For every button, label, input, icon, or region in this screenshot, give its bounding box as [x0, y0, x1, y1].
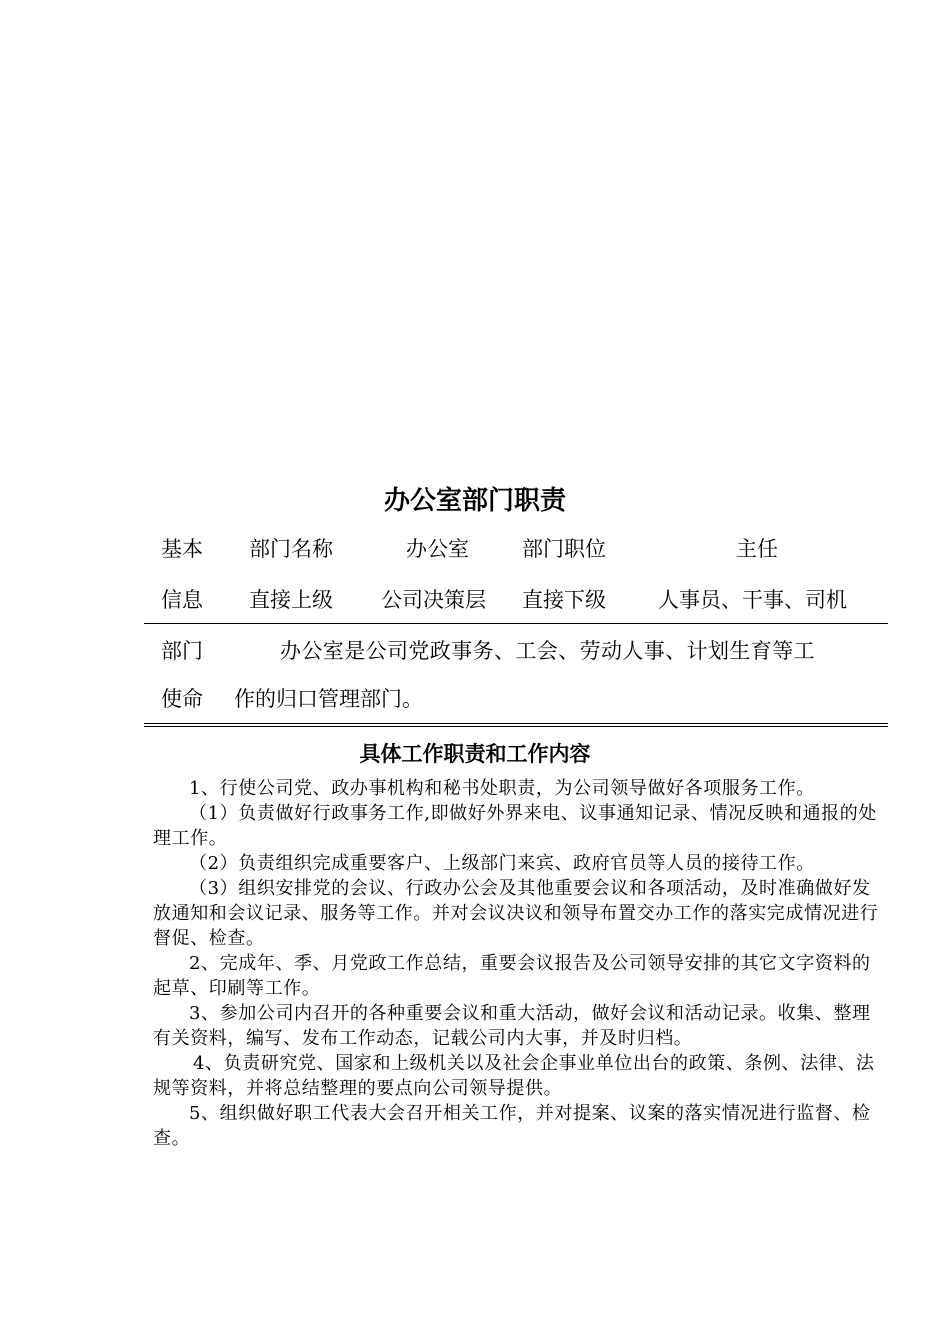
- dept-position-key: 部门职位: [522, 537, 606, 561]
- superior-value: 公司决策层: [381, 588, 486, 612]
- dept-position-value: 主任: [736, 537, 778, 561]
- duty-paragraph: 2、完成年、季、月党政工作总结，重要会议报告及公司领导安排的其它文字资料的起草、印刷等工作。: [153, 953, 871, 999]
- mission-text-line2: 作的归口管理部门。: [234, 687, 423, 711]
- duties-content: [153, 776, 881, 1151]
- duty-paragraph: （1）负责做好行政事务工作,即做好外界来电、议事通知记录、情况反映和通报的处理工作。: [153, 803, 877, 849]
- duty-paragraph: 3、参加公司内召开的各种重要会议和重大活动，做好会议和活动记录。收集、整理有关资料，编写、发布工作动态，记载公司内大事，并及时归档。: [153, 1003, 871, 1049]
- document-title: 办公室部门职责: [383, 486, 566, 516]
- duty-paragraph: （3）组织安排党的会议、行政办公会及其他重要会议和各项活动，及时准确做好发放通知和会议记录、服务等工作。并对会议决议和领导布置交办工作的落实完成情况进行督促、检查。: [153, 878, 879, 949]
- duty-paragraph: 1、行使公司党、政办事机构和秘书处职责，为公司领导做好各项服务工作。: [189, 778, 815, 799]
- row2-label: 信息: [161, 588, 203, 612]
- section-title: 具体工作职责和工作内容: [359, 742, 591, 766]
- row1-label: 基本: [161, 537, 203, 561]
- duty-paragraph: （2）负责组织完成重要客户、上级部门来宾、政府官员等人员的接待工作。: [189, 853, 815, 874]
- duty-paragraph: 4、负责研究党、国家和上级机关以及社会企事业单位出台的政策、条例、法律、法规等资料，并将总结整理的要点向公司领导提供。: [153, 1053, 875, 1099]
- duty-paragraph: 5、组织做好职工代表大会召开相关工作，并对提案、议案的落实情况进行监督、检查。: [153, 1103, 871, 1149]
- mission-label-line2: 使命: [161, 687, 203, 711]
- superior-key: 直接上级: [249, 588, 333, 612]
- table-bottom-rule: [144, 723, 888, 727]
- table-divider: [144, 623, 888, 624]
- mission-text-line1: 办公室是公司党政事务、工会、劳动人事、计划生育等工: [280, 639, 815, 663]
- subordinate-key: 直接下级: [522, 588, 606, 612]
- subordinate-value: 人事员、干事、司机: [658, 588, 847, 612]
- dept-name-value: 办公室: [406, 537, 469, 561]
- dept-name-key: 部门名称: [249, 537, 333, 561]
- mission-label-line1: 部门: [161, 639, 203, 663]
